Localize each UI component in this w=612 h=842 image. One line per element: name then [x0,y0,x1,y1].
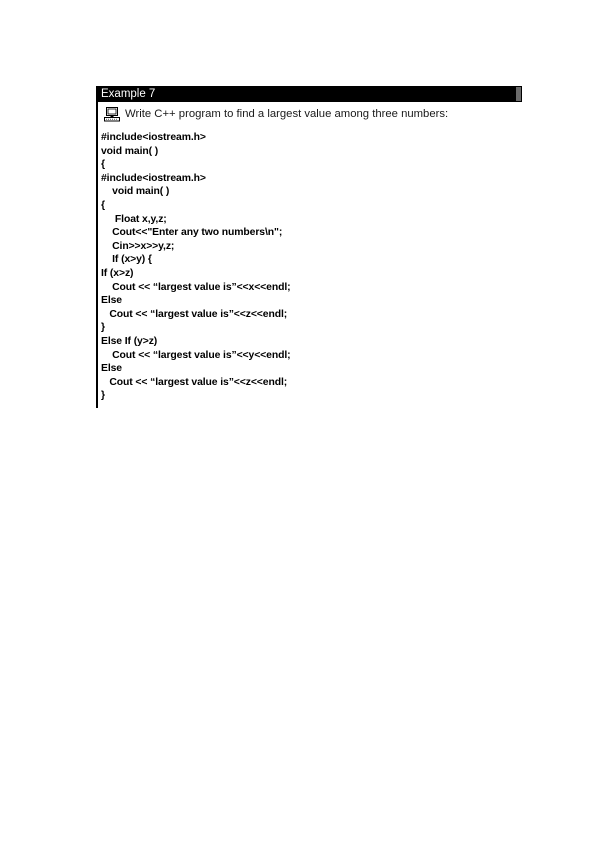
task-text: Write C++ program to find a largest value among three numbers: [125,108,449,120]
code-line: Float x,y,z; [101,213,167,225]
code-line: { [101,159,105,171]
code-line: Cout << “largest value is”<<z<<endl; [101,308,288,320]
code-line: Else [101,295,122,307]
code-line: } [101,390,105,402]
code-line: Cout<<"Enter any two numbers\n"; [101,227,283,239]
title-bar-end-block [516,87,521,101]
code-line: Else If (y>z) [101,335,158,347]
code-line: #include<iostream.h> [101,132,206,143]
code-line: Cout << “largest value is”<<y<<endl; [101,349,291,361]
code-line: Cin>>x>>y,z; [101,240,175,252]
code-line: } [101,322,105,334]
code-listing [101,131,290,403]
code-line: #include<iostream.h> [101,172,206,184]
task-statement [104,105,448,123]
example-title: Example 7 [101,88,156,100]
code-line: void main( ) [101,145,159,157]
code-line: Cout << “largest value is”<<z<<endl; [101,376,288,388]
code-line: If (x>z) [101,267,134,279]
code-line: If (x>y) { [101,254,152,266]
left-rule [96,86,98,408]
code-line: void main( ) [101,186,170,198]
code-line: Else [101,363,122,375]
example-box [96,86,522,408]
code-line: Cout << “largest value is”<<x<<endl; [101,281,291,293]
code-line: { [101,199,105,211]
example-title-bar [96,86,522,102]
computer-icon [104,106,120,122]
